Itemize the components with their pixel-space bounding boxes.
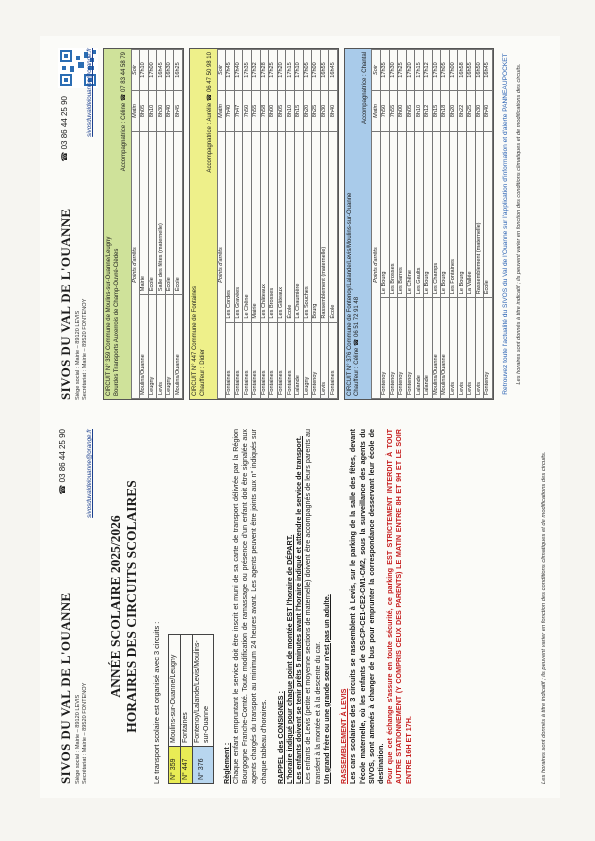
cell-m: 8h18 xyxy=(441,91,450,132)
table-row xyxy=(312,50,321,399)
cell-town: Fontaines xyxy=(260,322,269,398)
table-row xyxy=(484,50,493,399)
column-header: Soir xyxy=(217,50,226,91)
intro-text: Le transport scolaire est organisé avec 3 circuits : xyxy=(152,621,162,784)
table-row xyxy=(260,50,269,399)
cell-m: 8h40 xyxy=(484,91,493,132)
cell-s: 16h55 xyxy=(466,50,475,91)
cell-m: 8h10 xyxy=(286,91,295,132)
cell-stop: Les Souches xyxy=(303,132,312,323)
cell-s: 17h10 xyxy=(294,50,303,91)
column-header: Soir xyxy=(372,50,381,91)
cell-town: Fontenoy xyxy=(380,298,389,399)
cell-town: Leugny xyxy=(148,295,157,399)
cell-stop: Le Chêne xyxy=(243,132,252,323)
table-row xyxy=(475,50,484,399)
left-page xyxy=(58,429,548,784)
cell-s: 16h58 xyxy=(458,50,467,91)
cell-s: 16h30 xyxy=(165,50,174,91)
circuits-table xyxy=(168,634,214,784)
cell-town: Fontaines xyxy=(286,322,295,398)
cell-m: 8h45 xyxy=(174,91,183,132)
cell-m: 8h30 xyxy=(157,91,166,132)
cell-s: 17h15 xyxy=(286,50,295,91)
cell-stop: Rassemblement (maternelle) xyxy=(475,132,484,298)
cell-town: Fontaines xyxy=(329,322,338,398)
cell-m: 8h05 xyxy=(140,91,149,132)
rassemblement-text: Les cars scolaires des 3 circuits se rassemblent à Levis, sur le parking de la salle des fêtes, devant l'école maternelle, où les enfants de GS-CP-CE1-CE2-CM1-CM2, sous la surveillance des agents du SIVOS, sont amenés à changer de bus pour emprunter la correspondance desservant leur école de destination. xyxy=(348,429,385,784)
circuit-number: N° 447 xyxy=(180,747,192,784)
cell-m: 8h40 xyxy=(329,91,338,132)
cell-m: 8h05 xyxy=(277,91,286,132)
cell-stop: Les Gravées xyxy=(234,132,243,323)
cell-s: 17h10 xyxy=(432,50,441,91)
cell-stop: Les Champs xyxy=(432,132,441,298)
cell-m: 7h40 xyxy=(226,91,235,132)
cell-m: 7h55 xyxy=(251,91,260,132)
table-row xyxy=(303,50,312,399)
email-link[interactable]: sivosduvaldelouanne@orange.fr xyxy=(86,429,93,518)
cell-m: 8h25 xyxy=(312,91,321,132)
table-row xyxy=(251,50,260,399)
cell-s: 17h28 xyxy=(260,50,269,91)
cell-m: 8h05 xyxy=(406,91,415,132)
table-row xyxy=(277,50,286,399)
schedule-table-0 xyxy=(103,48,184,400)
cell-s: 17h25 xyxy=(398,50,407,91)
table-row xyxy=(398,50,407,399)
cell-m: 8h15 xyxy=(432,91,441,132)
cell-stop: Salle des fêtes (maternelle) xyxy=(157,132,166,295)
table-row xyxy=(140,50,149,399)
cell-m: 8h12 xyxy=(423,91,432,132)
cell-stop: Rassemblement (maternelle) xyxy=(320,132,329,323)
table-row xyxy=(406,50,415,399)
rappel-line-2: Les enfants doivent se tenir prêts 5 minutes avant l'horaire indiqué et attendre le service de transport. xyxy=(294,435,304,784)
cell-town: Fontenoy xyxy=(398,298,407,399)
siege-address: Siège social : Mairie – 89120 LEVIS xyxy=(74,694,81,784)
org-name: SIVOS DU VAL DE L'OUANNE xyxy=(58,208,73,400)
cell-stop: Les Châteaux xyxy=(260,132,269,323)
circuit-name: Fontaines xyxy=(180,635,192,747)
column-header: Soir xyxy=(131,50,140,91)
table-row xyxy=(380,50,389,399)
cell-town: Fontaines xyxy=(269,322,278,398)
cell-stop: École xyxy=(329,132,338,323)
cell-s: 16h45 xyxy=(484,50,493,91)
cell-town: Fontaines xyxy=(251,322,260,398)
column-header: Points d'arrêts xyxy=(372,132,381,399)
circuit-row xyxy=(180,635,192,784)
table-row xyxy=(174,50,183,399)
table-row xyxy=(148,50,157,399)
table-row xyxy=(441,50,450,399)
circuit-row xyxy=(192,635,213,784)
cell-town: Fontaines xyxy=(234,322,243,398)
column-header: Matin xyxy=(131,91,140,132)
table-row xyxy=(226,50,235,399)
cell-m: 8h15 xyxy=(294,91,303,132)
table-row xyxy=(157,50,166,399)
cell-town: Lalande xyxy=(294,322,303,398)
left-footnote: Les horaires sont donnés à titre indicatif ; ils peuvent varier en fonction des conditions climatiques et de modifications des circuits. xyxy=(540,451,547,784)
cell-s: 17h25 xyxy=(269,50,278,91)
cell-stop: Le Chêne xyxy=(406,132,415,298)
cell-town: Fontaines xyxy=(277,322,286,398)
cell-m: 8h20 xyxy=(449,91,458,132)
table-row xyxy=(466,50,475,399)
reglement-section xyxy=(222,429,268,784)
cell-s: 17h45 xyxy=(226,50,235,91)
rappel-line-4: Un grand frère ou une grande sœur n'est pas un adulte. xyxy=(321,594,331,784)
cell-s: 17h00 xyxy=(449,50,458,91)
column-header-row xyxy=(217,50,226,399)
cell-m: 7h47 xyxy=(234,91,243,132)
cell-town: Levis xyxy=(449,298,458,399)
right-footnote: Les horaires sont donnés à titre indicatif ; ils peuvent varier en fonction des conditions climatiques et de modifications des circuits. xyxy=(516,63,523,385)
cell-town: Fontenoy xyxy=(389,298,398,399)
org-name: SIVOS DU VAL DE L'OUANNE xyxy=(58,592,73,784)
schedule-header-line: Chauffeur : Céline ☎ 06 51 72 91 48 xyxy=(354,296,361,396)
cell-s: 17h12 xyxy=(423,50,432,91)
circuit-name: Fontenoy/Lalande/Levis/Moulins-sur-Ouanne xyxy=(192,635,213,747)
cell-town: Fontenoy xyxy=(312,322,321,398)
schedule-grid xyxy=(217,49,338,399)
schedule-header-line: Accompagnatrice : Aurélie ☎ 06 47 50 98 10 xyxy=(207,52,214,173)
schedule-header-line: Bourdes Transports Auxerrois de Champ-Ouvré-Clèdes xyxy=(113,248,120,396)
circuit-number: N° 376 xyxy=(192,747,213,784)
cell-s: 17h32 xyxy=(251,50,260,91)
cell-stop: Le Bourg xyxy=(423,132,432,298)
schedule-header-line: Accompagnatrice : Chantal xyxy=(361,52,368,125)
cell-s: 17h05 xyxy=(303,50,312,91)
cell-stop: Mairie xyxy=(251,132,260,323)
cell-stop: La Chaumière xyxy=(294,132,303,323)
table-row xyxy=(389,50,398,399)
cell-stop: Les Fontaines xyxy=(449,132,458,298)
schedule-table-2 xyxy=(344,48,494,400)
cell-town: Fontenoy xyxy=(484,298,493,399)
schedule-header-line: Chauffeur : Didier xyxy=(199,349,206,396)
cell-stop: Les Cordes xyxy=(226,132,235,323)
cell-m: 7h50 xyxy=(243,91,252,132)
column-header: Points d'arrêts xyxy=(131,132,140,399)
schedule-table-header xyxy=(104,49,131,399)
cell-stop: École xyxy=(165,132,174,295)
cell-town: Levis xyxy=(466,298,475,399)
rassemblement-warning: Pour que cet échange s'assure en toute sécurité, ce parking EST STRICTEMENT INTERDIT À TOUT AUTRE STATIONNEMENT (Y COMPRIS CEUX DES PARENTS) LE MATIN ENTRE 8H ET 9H ET LE SOIR ENTRE 16H ET 17H. xyxy=(385,429,413,784)
cell-town: Levis xyxy=(157,295,166,399)
table-row xyxy=(449,50,458,399)
cell-stop: Les Gaults xyxy=(415,132,424,298)
table-row xyxy=(432,50,441,399)
siege-address: Siège social : Mairie – 89120 LEVIS xyxy=(74,310,81,400)
title-line-2: HORAIRES DES CIRCUITS SCOLAIRES xyxy=(124,480,140,733)
cell-s: 17h05 xyxy=(441,50,450,91)
circuit-number: N° 359 xyxy=(168,747,180,784)
table-row xyxy=(269,50,278,399)
cell-town: Leugny xyxy=(165,295,174,399)
column-header: Matin xyxy=(217,91,226,132)
table-row xyxy=(243,50,252,399)
cell-stop: École xyxy=(148,132,157,295)
table-row xyxy=(234,50,243,399)
table-row xyxy=(415,50,424,399)
cell-m: 8h22 xyxy=(458,91,467,132)
cell-stop: Mairie xyxy=(140,132,149,295)
cell-s: 17h00 xyxy=(148,50,157,91)
cell-town: Levis xyxy=(458,298,467,399)
cell-stop: Les Brosses xyxy=(389,132,398,298)
table-row xyxy=(286,50,295,399)
table-row xyxy=(329,50,338,399)
cell-s: 16h45 xyxy=(329,50,338,91)
cell-town: Fontaines xyxy=(226,322,235,398)
cell-s: 17h40 xyxy=(234,50,243,91)
cell-m: 7h58 xyxy=(260,91,269,132)
cell-m: 8h25 xyxy=(466,91,475,132)
rassemblement-section xyxy=(339,429,413,784)
title-line-1: ANNÉE SCOLAIRE 2025/2026 xyxy=(108,515,123,698)
circuit-row xyxy=(168,635,180,784)
cell-s: 17h30 xyxy=(389,50,398,91)
schedule-header-line: Accompagnatrice : Céline ☎ 07 83 44 58 79 xyxy=(121,52,127,172)
panneaupocket-note: Retrouvez toute l'actualité du SIVOS du Val de l'Ouanne sur l'application d'information et d'alerte PANNEAUPOCKET xyxy=(501,53,509,395)
cell-town: Levis xyxy=(320,322,329,398)
schedule-table-header xyxy=(345,49,372,399)
schedule-header-line: CIRCUIT N° 359 Commune de Moulins-sur-Ouanne/Leugny xyxy=(106,236,112,396)
left-header xyxy=(58,429,98,784)
cell-town: Moulins/Ouanne xyxy=(432,298,441,399)
cell-s: 16h50 xyxy=(475,50,484,91)
cell-town: Levis xyxy=(475,298,484,399)
reglement-title: Règlement : xyxy=(221,742,231,784)
cell-m: 7h55 xyxy=(389,91,398,132)
cell-m: 8h40 xyxy=(165,91,174,132)
rappel-line-1: L'horaire indiqué pour chaque point de montée EST l'horaire de DÉPART. xyxy=(284,534,294,784)
cell-stop: École xyxy=(484,132,493,298)
cell-s: 17h20 xyxy=(277,50,286,91)
phone-number: ☎ 03 86 44 25 90 xyxy=(60,96,69,162)
rappel-line-3: Les enfants de Levis (petite et moyenne sections de maternelle) doivent être accompagnés de leurs parents au transfert à la montée et à la descente du car. xyxy=(303,429,322,784)
cell-town: Lalande xyxy=(415,298,424,399)
table-row xyxy=(165,50,174,399)
cell-s: 16h25 xyxy=(174,50,183,91)
cell-stop: École xyxy=(174,132,183,295)
schedule-tables xyxy=(103,48,494,400)
cell-stop: Le Bourg xyxy=(441,132,450,298)
cell-stop: Le Bourg xyxy=(458,132,467,298)
rassemblement-title: RASSEMBLEMENT À LEVIS xyxy=(339,688,349,784)
schedule-grid xyxy=(131,49,184,399)
cell-stop: Bourg xyxy=(312,132,321,323)
cell-stop: La Vallée xyxy=(466,132,475,298)
cell-m: 8h30 xyxy=(475,91,484,132)
column-header-row xyxy=(372,50,381,399)
cell-town: Moulins/Ouanne xyxy=(441,298,450,399)
schedule-table-header xyxy=(190,49,217,399)
cell-town: Fontenoy xyxy=(406,298,415,399)
table-row xyxy=(423,50,432,399)
column-header-row xyxy=(131,50,140,399)
cell-town: Leugny xyxy=(303,322,312,398)
cell-m: 7h50 xyxy=(380,91,389,132)
timetable-sheet xyxy=(40,36,560,798)
cell-m: 8h10 xyxy=(415,91,424,132)
document-title xyxy=(108,429,140,784)
circuit-name: Moulins-sur-Ouanne/Leugny xyxy=(168,635,180,747)
email-link[interactable]: sivosduvaldelouanne@orange.fr xyxy=(86,48,93,137)
cell-stop: Les Brosses xyxy=(269,132,278,323)
cell-stop: Les Gâteaux xyxy=(277,132,286,323)
cell-stop: École xyxy=(286,132,295,323)
cell-s: 17h15 xyxy=(415,50,424,91)
cell-town: Moulins/Ouanne xyxy=(140,295,149,399)
secretariat-address: Secrétariat : Mairie – 89520 FONTENOY xyxy=(81,682,88,784)
table-row xyxy=(294,50,303,399)
schedule-grid xyxy=(371,49,492,399)
cell-m: 8h00 xyxy=(398,91,407,132)
cell-m: 8h00 xyxy=(269,91,278,132)
cell-stop: Le Bourg xyxy=(380,132,389,298)
schedule-header-line: CIRCUIT N° 376 Commune de Fontenoy/Lalande/Levis/Moulins-sur-Ouanne xyxy=(346,192,353,396)
cell-s: 17h20 xyxy=(406,50,415,91)
rappel-title: RAPPEL des CONSIGNES : xyxy=(275,691,285,784)
cell-m: 8h10 xyxy=(148,91,157,132)
cell-s: 16h55 xyxy=(320,50,329,91)
column-header: Matin xyxy=(372,91,381,132)
cell-m: 8h20 xyxy=(303,91,312,132)
phone-number: ☎ 03 86 44 25 90 xyxy=(58,429,67,495)
right-page xyxy=(58,48,548,400)
cell-town: Moulins/Ouanne xyxy=(174,295,183,399)
table-row xyxy=(320,50,329,399)
cell-s: 17h10 xyxy=(140,50,149,91)
cell-s: 17h35 xyxy=(243,50,252,91)
cell-m: 8h30 xyxy=(320,91,329,132)
rappel-section xyxy=(276,429,331,784)
secretariat-address: Secrétariat : Mairie – 89520 FONTENOY xyxy=(81,298,88,400)
schedule-table-1 xyxy=(189,48,339,400)
reglement-text: Chaque enfant empruntant le service doit être inscrit et muni de sa carte de transport délivrée par la Région Bourgogne Franche-Comté. Toute modification de ramassage ou présence d'un enfant doit être signalée aux agents chargés du transport au minimum 24 heures avant. Les agents peuvent être joints aux n° indiqués sur chaque tableau d'horaires. xyxy=(230,429,268,784)
cell-town: Fontaines xyxy=(243,322,252,398)
cell-s: 17h00 xyxy=(312,50,321,91)
cell-stop: Les Barres xyxy=(398,132,407,298)
column-header: Points d'arrêts xyxy=(217,132,226,399)
right-header xyxy=(58,48,98,400)
cell-town: Lalande xyxy=(423,298,432,399)
table-row xyxy=(458,50,467,399)
schedule-header-line: CIRCUIT N° 447 Commune de Fontaines xyxy=(192,285,199,396)
cell-s: 16h45 xyxy=(157,50,166,91)
cell-s: 17h35 xyxy=(380,50,389,91)
